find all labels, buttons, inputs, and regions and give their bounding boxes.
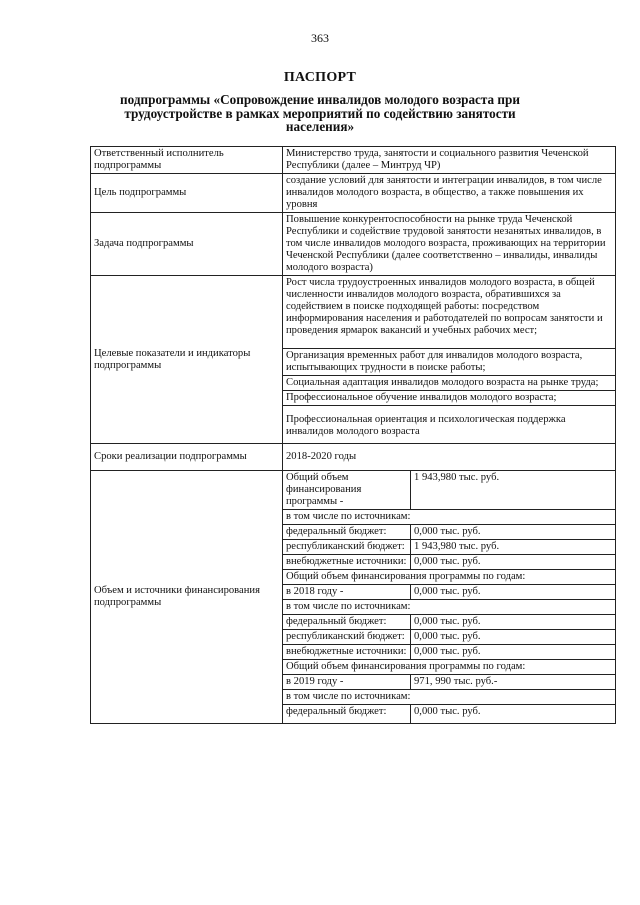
funding-offbudget-label: внебюджетные источники:: [283, 555, 411, 570]
task-value: Повышение конкурентоспособности на рынке труда Чеченской Республики и содействие трудовой занятости незанятых инвалидов, в том числе инвалидов молодого возраста, проживающих на территории Чеченской Республики (далее соответственно – инвалиды, инвалиды молодого возраста): [283, 213, 616, 276]
goal-value: создание условий для занятости и интеграции инвалидов, в том числе инвалидов молодого возраста, в общество, а также повышения их уровня: [283, 174, 616, 213]
funding-2018-republic-value: 0,000 тыс. руб.: [411, 630, 616, 645]
funding-2019-federal-value: 0,000 тыс. руб.: [411, 705, 616, 724]
funding-federal-value: 0,000 тыс. руб.: [411, 525, 616, 540]
page-number: 363: [311, 31, 329, 45]
funding-label: Объем и источники финансирования подпрограммы: [91, 471, 283, 724]
indicator-item: Организация временных работ для инвалидов молодого возраста, испытывающих трудности в поиске работы;: [283, 349, 616, 376]
row-terms: [91, 444, 616, 471]
funding-offbudget-value: 0,000 тыс. руб.: [411, 555, 616, 570]
row-task: [91, 213, 616, 276]
executor-value: Министерство труда, занятости и социального развития Чеченской Республики (далее – Минтруд ЧР): [283, 147, 616, 174]
terms-value: 2018-2020 годы: [283, 444, 616, 471]
funding-2019-sources-heading: в том числе по источникам:: [283, 690, 616, 705]
passport-table: [90, 146, 616, 724]
row-indicator: [91, 276, 616, 349]
goal-label: Цель подпрограммы: [91, 174, 283, 213]
funding-federal-label: федеральный бюджет:: [283, 525, 411, 540]
indicator-item: Профессиональная ориентация и психологическая поддержка инвалидов молодого возраста: [283, 406, 616, 444]
funding-2018-value: 0,000 тыс. руб.: [411, 585, 616, 600]
funding-total-label: Общий объем финансирования программы -: [283, 471, 411, 510]
document-title: ПАСПОРТ: [283, 70, 357, 85]
funding-2019-value: 971, 990 тыс. руб.-: [411, 675, 616, 690]
funding-2018-offbudget-value: 0,000 тыс. руб.: [411, 645, 616, 660]
funding-2019-federal-label: федеральный бюджет:: [283, 705, 411, 724]
funding-2018-federal-value: 0,000 тыс. руб.: [411, 615, 616, 630]
executor-label: Ответственный исполнитель подпрограммы: [91, 147, 283, 174]
funding-total-value: 1 943,980 тыс. руб.: [411, 471, 616, 510]
funding-by-years-heading: Общий объем финансирования программы по годам:: [283, 570, 616, 585]
funding-2018-label: в 2018 году -: [283, 585, 411, 600]
funding-2018-republic-label: республиканский бюджет:: [283, 630, 411, 645]
indicator-item: Социальная адаптация инвалидов молодого возраста на рынке труда;: [283, 376, 616, 391]
indicator-item: Профессиональное обучение инвалидов молодого возраста;: [283, 391, 616, 406]
funding-republic-label: республиканский бюджет:: [283, 540, 411, 555]
funding-sources-heading: в том числе по источникам:: [283, 510, 616, 525]
funding-republic-value: 1 943,980 тыс. руб.: [411, 540, 616, 555]
indicator-item: Рост числа трудоустроенных инвалидов молодого возраста, в общей численности инвалидов молодого возраста, обратившихся за содействием в поиске подходящей работы: посредством информирования населения и работодателей по вопросам занятости и проведения ярмарок вакансий и учебных рабочих мест;: [283, 276, 616, 349]
funding-2018-sources-heading: в том числе по источникам:: [283, 600, 616, 615]
task-label: Задача подпрограммы: [91, 213, 283, 276]
funding-2018-federal-label: федеральный бюджет:: [283, 615, 411, 630]
funding-by-years-heading-2: Общий объем финансирования программы по годам:: [283, 660, 616, 675]
funding-2019-label: в 2019 году -: [283, 675, 411, 690]
row-executor: [91, 147, 616, 174]
indicators-label: Целевые показатели и индикаторы подпрограммы: [91, 276, 283, 444]
funding-2018-offbudget-label: внебюджетные источники:: [283, 645, 411, 660]
row-funding: [91, 471, 616, 510]
document-subtitle: подпрограммы «Сопровождение инвалидов молодого возраста при трудоустройстве в рамках мероприятий по содействию занятости населения»: [120, 92, 520, 134]
row-goal: [91, 174, 616, 213]
terms-label: Сроки реализации подпрограммы: [91, 444, 283, 471]
